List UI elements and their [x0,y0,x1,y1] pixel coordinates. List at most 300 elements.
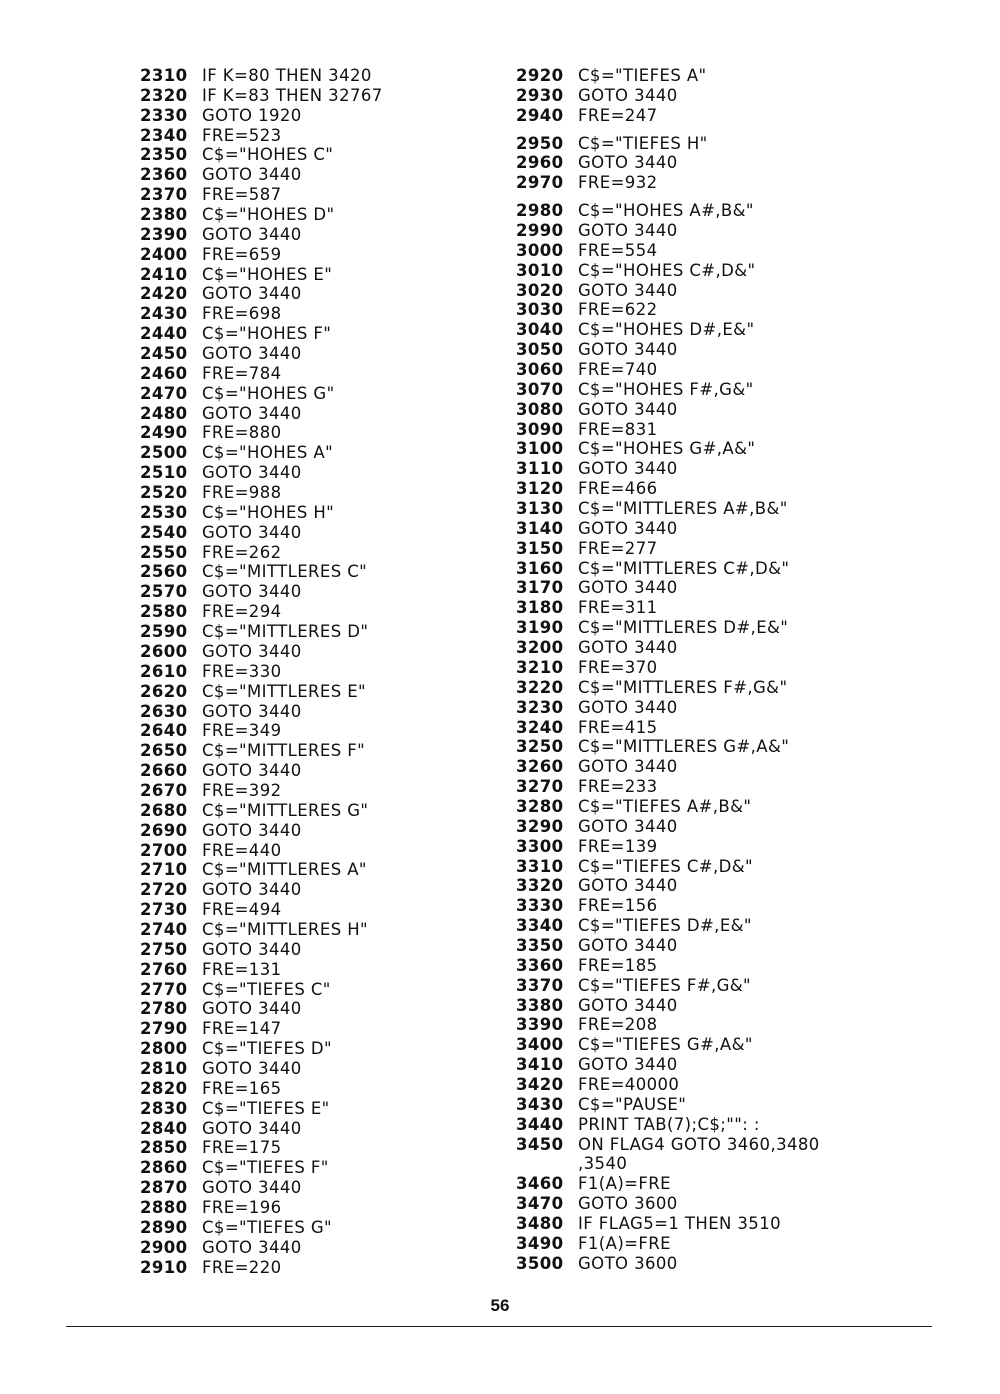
code-line [516,1115,820,1135]
code-text: FRE=988 [202,483,282,503]
code-text: FRE=784 [202,363,282,383]
code-text: F1(A)=FRE [578,1174,671,1194]
line-number: 2520 [140,483,188,503]
code-line [140,841,383,861]
code-text: GOTO 3440 [202,999,302,1019]
code-line [140,185,383,205]
code-text: FRE=262 [202,542,282,562]
line-number: 2310 [140,66,188,85]
code-line [140,880,383,900]
code-text: FRE=466 [578,479,658,499]
code-text: C$="TIEFES F" [202,1158,329,1178]
code-line [140,702,383,722]
line-number: 2630 [140,701,188,721]
code-line [140,284,383,304]
line-number: 2890 [140,1217,188,1237]
code-text: GOTO 3440 [578,697,678,717]
line-number: 2380 [140,205,188,225]
code-line [516,876,820,896]
code-line [516,817,820,837]
line-number: 2830 [140,1098,188,1118]
line-number: 2850 [140,1138,188,1158]
code-line [140,999,383,1019]
code-text: FRE=139 [578,836,658,856]
code-text: GOTO 3440 [202,1237,302,1257]
line-number: 2490 [140,423,188,443]
code-text: C$="TIEFES H" [578,133,708,153]
code-text: FRE=147 [202,1019,282,1039]
line-number: 2660 [140,761,188,781]
code-text: GOTO 3440 [202,284,302,304]
line-number: 3390 [516,1015,564,1035]
code-line [516,241,820,261]
line-number: 3420 [516,1074,564,1094]
code-line [516,1075,820,1095]
code-line [516,420,820,440]
line-number: 2810 [140,1058,188,1078]
code-text: GOTO 3440 [578,153,678,173]
code-line [516,1174,820,1194]
code-line [516,1135,820,1155]
line-number: 2800 [140,1039,188,1059]
code-line [140,364,383,384]
code-line [516,737,820,757]
code-line [140,1238,383,1258]
code-line [140,503,383,523]
code-text: C$="MITTLERES D#,E&" [578,618,789,638]
line-number: 3010 [516,260,564,280]
line-number: 3240 [516,717,564,737]
line-number: 2440 [140,324,188,344]
code-line [140,1039,383,1059]
line-number: 2960 [516,153,564,173]
code-line [140,622,383,642]
code-line [140,1198,383,1218]
code-line [140,1119,383,1139]
code-text: IF FLAG5=1 THEN 3510 [578,1213,782,1233]
line-number: 3460 [516,1174,564,1194]
code-text: C$="TIEFES F#,G&" [578,975,752,995]
code-line [140,1019,383,1039]
code-line [140,1099,383,1119]
line-number: 3060 [516,360,564,380]
code-text: GOTO 3440 [202,1118,302,1138]
code-line [516,1055,820,1075]
line-number: 2480 [140,403,188,423]
code-text: GOTO 3440 [578,1055,678,1075]
code-line [140,821,383,841]
code-line [516,1234,820,1254]
line-number: 3470 [516,1194,564,1214]
code-line [140,245,383,265]
line-number: 2590 [140,622,188,642]
line-number: 2390 [140,224,188,244]
code-line [516,459,820,479]
line-number: 3170 [516,578,564,598]
code-line [516,598,820,618]
line-number: 3280 [516,796,564,816]
line-number: 3480 [516,1213,564,1233]
code-line [140,781,383,801]
code-text: GOTO 3440 [202,939,302,959]
code-text: FRE=247 [578,105,658,125]
line-number: 2530 [140,502,188,522]
code-line [516,153,820,173]
line-number: 3150 [516,538,564,558]
code-text: C$="MITTLERES D" [202,622,369,642]
line-number: 3500 [516,1253,564,1273]
line-number: 2360 [140,165,188,185]
code-text: GOTO 3440 [202,1178,302,1198]
code-text: FRE=415 [578,717,658,737]
code-text: FRE=233 [578,777,658,797]
line-number: 3290 [516,816,564,836]
code-text: C$="MITTLERES A#,B&" [578,499,788,519]
line-number: 2860 [140,1158,188,1178]
code-text: C$="TIEFES A#,B&" [578,796,752,816]
code-line [516,1214,820,1234]
line-number: 3040 [516,320,564,340]
code-line [516,320,820,340]
code-text: FRE=330 [202,661,282,681]
line-number: 2340 [140,125,188,145]
line-number: 2640 [140,721,188,741]
code-line [140,662,383,682]
code-line [140,205,383,225]
code-line [516,439,820,459]
code-line [516,1035,820,1055]
code-line [140,1218,383,1238]
code-text: C$="HOHES G#,A&" [578,439,756,459]
code-line [516,996,820,1016]
line-number: 2780 [140,999,188,1019]
line-number: 2350 [140,145,188,165]
code-text: FRE=392 [202,780,282,800]
listing-left-column [140,66,383,1277]
code-text: C$="HOHES C" [202,145,334,165]
code-text: FRE=554 [578,240,658,260]
line-number: 3300 [516,836,564,856]
line-number: 2980 [516,201,564,221]
code-text: C$="TIEFES G#,A&" [578,1035,753,1055]
line-number: 3250 [516,737,564,757]
code-line [516,173,820,193]
code-line [516,86,820,106]
code-line [140,1178,383,1198]
code-line [516,1254,820,1274]
line-number: 2760 [140,959,188,979]
code-line [516,400,820,420]
code-text: C$="MITTLERES A" [202,860,367,880]
code-text: C$="TIEFES C" [202,979,331,999]
code-line [516,618,820,638]
listing-right-column [516,66,820,1274]
code-text: FRE=165 [202,1078,282,1098]
line-number: 3370 [516,975,564,995]
code-line [140,543,383,563]
line-number: 2730 [140,900,188,920]
code-text: GOTO 3440 [578,340,678,360]
line-number: 3020 [516,280,564,300]
code-text: FRE=523 [202,125,282,145]
code-line [516,201,820,221]
code-line [140,682,383,702]
line-number: 2650 [140,741,188,761]
line-number: 3270 [516,777,564,797]
line-number: 3220 [516,677,564,697]
code-line [140,980,383,1000]
code-text: GOTO 3440 [202,344,302,364]
code-line [140,602,383,622]
line-number: 3080 [516,399,564,419]
code-text: GOTO 3440 [578,995,678,1015]
code-line [516,106,820,126]
code-text: GOTO 3440 [202,463,302,483]
code-text: GOTO 1920 [202,105,302,125]
code-text: C$="MITTLERES G#,A&" [578,737,790,757]
code-text: C$="MITTLERES F" [202,741,366,761]
line-number: 3450 [516,1134,564,1154]
code-line [516,638,820,658]
code-line [516,718,820,738]
footer-rule [66,1326,932,1327]
code-text: GOTO 3440 [578,85,678,105]
code-text: GOTO 3600 [578,1194,678,1214]
line-number: 2770 [140,979,188,999]
code-line [140,324,383,344]
code-text: C$="TIEFES D#,E&" [578,916,752,936]
code-text: IF K=83 THEN 32767 [202,85,383,105]
code-line [516,539,820,559]
line-number: 2900 [140,1237,188,1257]
code-line [516,777,820,797]
line-number: 3110 [516,459,564,479]
code-text: PRINT TAB(7);C$;"": : [578,1114,760,1134]
code-line [516,698,820,718]
code-text: C$="MITTLERES F#,G&" [578,677,788,697]
code-text: IF K=80 THEN 3420 [202,66,372,85]
line-number: 2920 [516,66,564,85]
code-text: GOTO 3440 [578,876,678,896]
line-number: 2820 [140,1078,188,1098]
code-text: GOTO 3440 [202,820,302,840]
code-text: ,3540 [578,1154,628,1174]
code-text: FRE=277 [578,538,658,558]
code-text: C$="HOHES F" [202,324,332,344]
line-number: 2910 [140,1257,188,1277]
code-text: C$="HOHES H" [202,502,335,522]
code-line [140,66,383,86]
line-number: 2880 [140,1197,188,1217]
code-text: FRE=622 [578,300,658,320]
code-text: GOTO 3440 [578,280,678,300]
code-line [516,499,820,519]
code-line [140,940,383,960]
line-number: 2560 [140,562,188,582]
code-line [140,265,383,285]
code-line [516,559,820,579]
line-number: 3350 [516,935,564,955]
code-text: GOTO 3440 [202,403,302,423]
code-line [516,221,820,241]
code-text: GOTO 3440 [578,518,678,538]
line-number: 3310 [516,856,564,876]
code-line [516,976,820,996]
line-number: 2790 [140,1019,188,1039]
block-gap [516,126,820,134]
code-text: C$="HOHES G" [202,383,335,403]
code-line [140,404,383,424]
line-number: 3380 [516,995,564,1015]
line-number: 2970 [516,173,564,193]
code-text: GOTO 3440 [202,880,302,900]
code-text: C$="HOHES D#,E&" [578,320,755,340]
line-number: 2410 [140,264,188,284]
line-number: 2870 [140,1178,188,1198]
code-line [140,483,383,503]
code-text: GOTO 3440 [202,1058,302,1078]
line-number: 3120 [516,479,564,499]
code-line [140,1138,383,1158]
code-line [140,344,383,364]
code-text: FRE=370 [578,657,658,677]
code-text: C$="HOHES D" [202,205,335,225]
line-number: 2840 [140,1118,188,1138]
code-line [516,261,820,281]
code-text: GOTO 3440 [202,701,302,721]
line-number: 2740 [140,919,188,939]
code-text: FRE=932 [578,173,658,193]
code-text: F1(A)=FRE [578,1233,671,1253]
code-line [516,956,820,976]
line-number: 3230 [516,697,564,717]
code-line [140,900,383,920]
code-line [140,801,383,821]
code-text: C$="HOHES A#,B&" [578,201,754,221]
code-text: GOTO 3440 [202,522,302,542]
code-text: C$="TIEFES E" [202,1098,330,1118]
line-number: 3430 [516,1094,564,1114]
code-line [140,384,383,404]
line-number: 3140 [516,518,564,538]
code-line [140,86,383,106]
code-text: GOTO 3440 [202,761,302,781]
code-text: FRE=220 [202,1257,282,1277]
code-text: GOTO 3440 [202,165,302,185]
line-number: 2680 [140,800,188,820]
code-line [516,66,820,86]
code-line [516,797,820,817]
line-number: 2430 [140,304,188,324]
line-number: 2940 [516,105,564,125]
code-text: FRE=156 [578,896,658,916]
line-number: 2400 [140,244,188,264]
line-number: 2720 [140,880,188,900]
line-number: 2710 [140,860,188,880]
line-number: 3000 [516,240,564,260]
code-line [140,165,383,185]
line-number: 3030 [516,300,564,320]
code-line [140,761,383,781]
code-text: C$="MITTLERES E" [202,681,367,701]
code-line [140,1079,383,1099]
code-line [140,225,383,245]
code-text: C$="TIEFES G" [202,1217,333,1237]
code-text: FRE=349 [202,721,282,741]
line-number: 2540 [140,522,188,542]
line-number: 2620 [140,681,188,701]
code-line [516,134,820,154]
code-text: C$="MITTLERES C#,D&" [578,558,790,578]
code-line [516,1095,820,1115]
code-line [140,126,383,146]
code-text: FRE=587 [202,185,282,205]
line-number: 2460 [140,363,188,383]
code-text: FRE=208 [578,1015,658,1035]
line-number: 2930 [516,85,564,105]
code-line [516,916,820,936]
code-line [140,1059,383,1079]
code-text: FRE=659 [202,244,282,264]
line-number: 2330 [140,105,188,125]
code-line [140,642,383,662]
code-text: GOTO 3440 [578,638,678,658]
code-line [516,678,820,698]
line-number: 2370 [140,185,188,205]
line-number: 3320 [516,876,564,896]
code-text: GOTO 3440 [578,221,678,241]
code-text: C$="TIEFES C#,D&" [578,856,753,876]
code-text: C$="TIEFES A" [578,66,707,85]
code-line [140,1258,383,1278]
line-number: 2580 [140,602,188,622]
code-text: ON FLAG4 GOTO 3460,3480 [578,1134,820,1154]
code-text: C$="MITTLERES C" [202,562,368,582]
code-text: C$="HOHES F#,G&" [578,379,754,399]
code-line [516,300,820,320]
code-line [516,896,820,916]
line-number: 2510 [140,463,188,483]
code-text: FRE=880 [202,423,282,443]
code-text: FRE=196 [202,1197,282,1217]
code-line [140,145,383,165]
code-text: FRE=185 [578,955,658,975]
code-text: C$="HOHES C#,D&" [578,260,756,280]
code-line [140,582,383,602]
line-number: 3070 [516,379,564,399]
code-text: FRE=311 [578,598,658,618]
code-line [140,106,383,126]
code-line [140,463,383,483]
line-number: 2420 [140,284,188,304]
code-line [516,479,820,499]
code-text: FRE=494 [202,900,282,920]
code-line [516,340,820,360]
line-number: 3130 [516,499,564,519]
line-number: 3050 [516,340,564,360]
page-number: 56 [490,1296,510,1315]
code-line [140,523,383,543]
line-number: 3410 [516,1055,564,1075]
line-number: 3360 [516,955,564,975]
line-number: 3210 [516,657,564,677]
code-line [140,304,383,324]
code-line [516,757,820,777]
code-text: FRE=175 [202,1138,282,1158]
line-number: 3400 [516,1035,564,1055]
code-text: FRE=831 [578,419,658,439]
code-text: GOTO 3440 [202,641,302,661]
